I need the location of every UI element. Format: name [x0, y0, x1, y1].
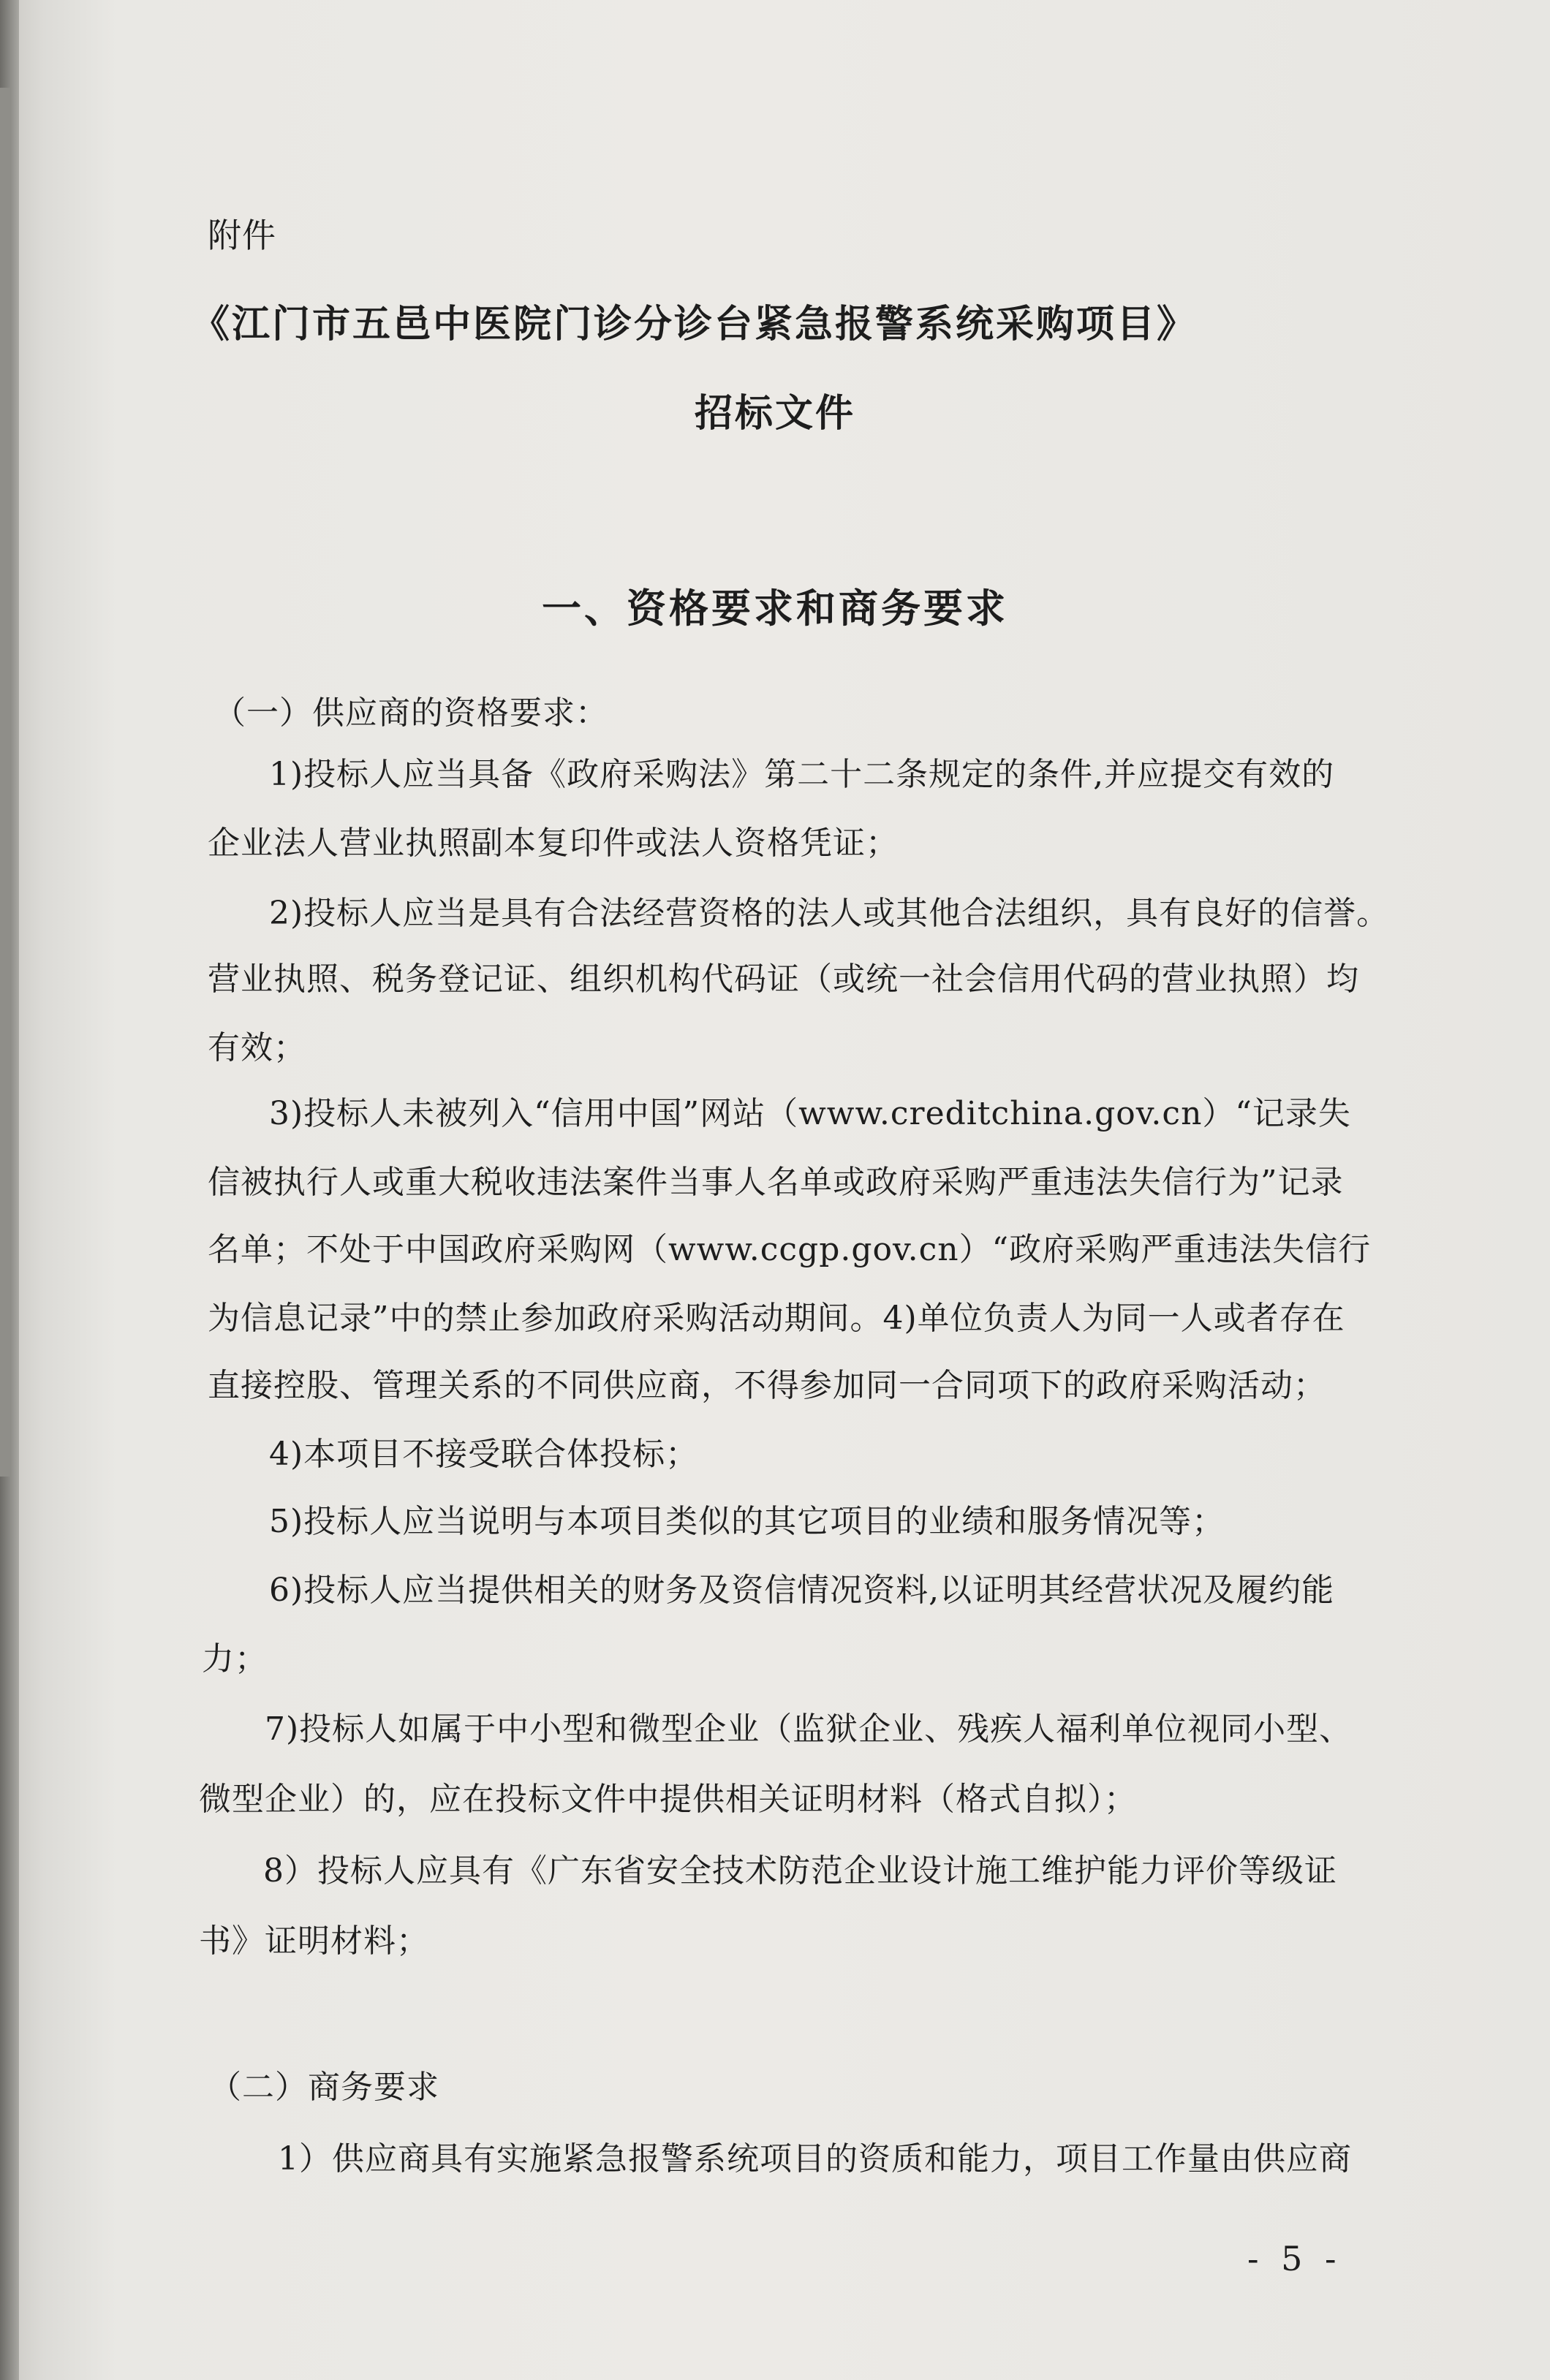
body-line: 直接控股、管理关系的不同供应商，不得参加同一合同项下的政府采购活动； — [208, 1367, 1326, 1404]
body-line: 8）投标人应具有《广东省安全技术防范企业设计施工维护能力评价等级证 — [263, 1852, 1337, 1890]
body-line: 1）供应商具有实施紧急报警系统项目的资质和能力，项目工作量由供应商 — [278, 2140, 1352, 2178]
body-line: 4)本项目不接受联合体投标； — [269, 1436, 699, 1473]
body-line: 2)投标人应当是具有合法经营资格的法人或其他合法组织，具有良好的信誉。 — [269, 895, 1390, 932]
body-line: 有效； — [208, 1029, 306, 1066]
body-line: 7)投标人如属于中小型和微型企业（监狱企业、残疾人福利单位视同小型、 — [265, 1710, 1353, 1748]
body-line: 微型企业）的，应在投标文件中提供相关证明材料（格式自拟）； — [199, 1781, 1137, 1818]
body-line: 为信息记录”中的禁止参加政府采购活动期间。4)单位负责人为同一人或者存在 — [208, 1300, 1345, 1337]
body-line: 营业执照、税务登记证、组织机构代码证（或统一社会信用代码的营业执照）均 — [208, 960, 1359, 998]
body-line: 书》证明材料； — [199, 1922, 429, 1960]
subsection-heading-business: （二）商务要求 — [209, 2069, 439, 2106]
body-line: 6)投标人应当提供相关的财务及资信情况资料,以证明其经营状况及履约能 — [269, 1572, 1335, 1609]
section-heading: 一、资格要求和商务要求 — [542, 585, 1008, 632]
document-subtitle: 招标文件 — [694, 391, 855, 436]
document-title: 《江门市五邑中医院门诊分诊台紧急报警系统采购项目》 — [192, 302, 1198, 346]
page-number: - 5 - — [1247, 2239, 1342, 2278]
body-line: 信被执行人或重大税收违法案件当事人名单或政府采购严重违法失信行为”记录 — [208, 1164, 1344, 1201]
subsection-heading-qualifications: （一）供应商的资格要求： — [213, 694, 608, 732]
body-line: 力； — [202, 1640, 268, 1678]
attachment-label: 附件 — [208, 216, 276, 255]
body-line: 5)投标人应当说明与本项目类似的其它项目的业绩和服务情况等； — [269, 1503, 1225, 1540]
body-line: 名单；不处于中国政府采购网（www.ccgp.gov.cn）“政府采购严重违法失信行 — [208, 1231, 1372, 1268]
body-line: 企业法人营业执照副本复印件或法人资格凭证； — [208, 825, 899, 862]
binding-edge — [0, 88, 10, 1477]
body-line: 3)投标人未被列入“信用中国”网站（www.creditchina.gov.cn）“记录失 — [269, 1095, 1351, 1132]
body-line: 1)投标人应当具备《政府采购法》第二十二条规定的条件,并应提交有效的 — [269, 756, 1335, 793]
